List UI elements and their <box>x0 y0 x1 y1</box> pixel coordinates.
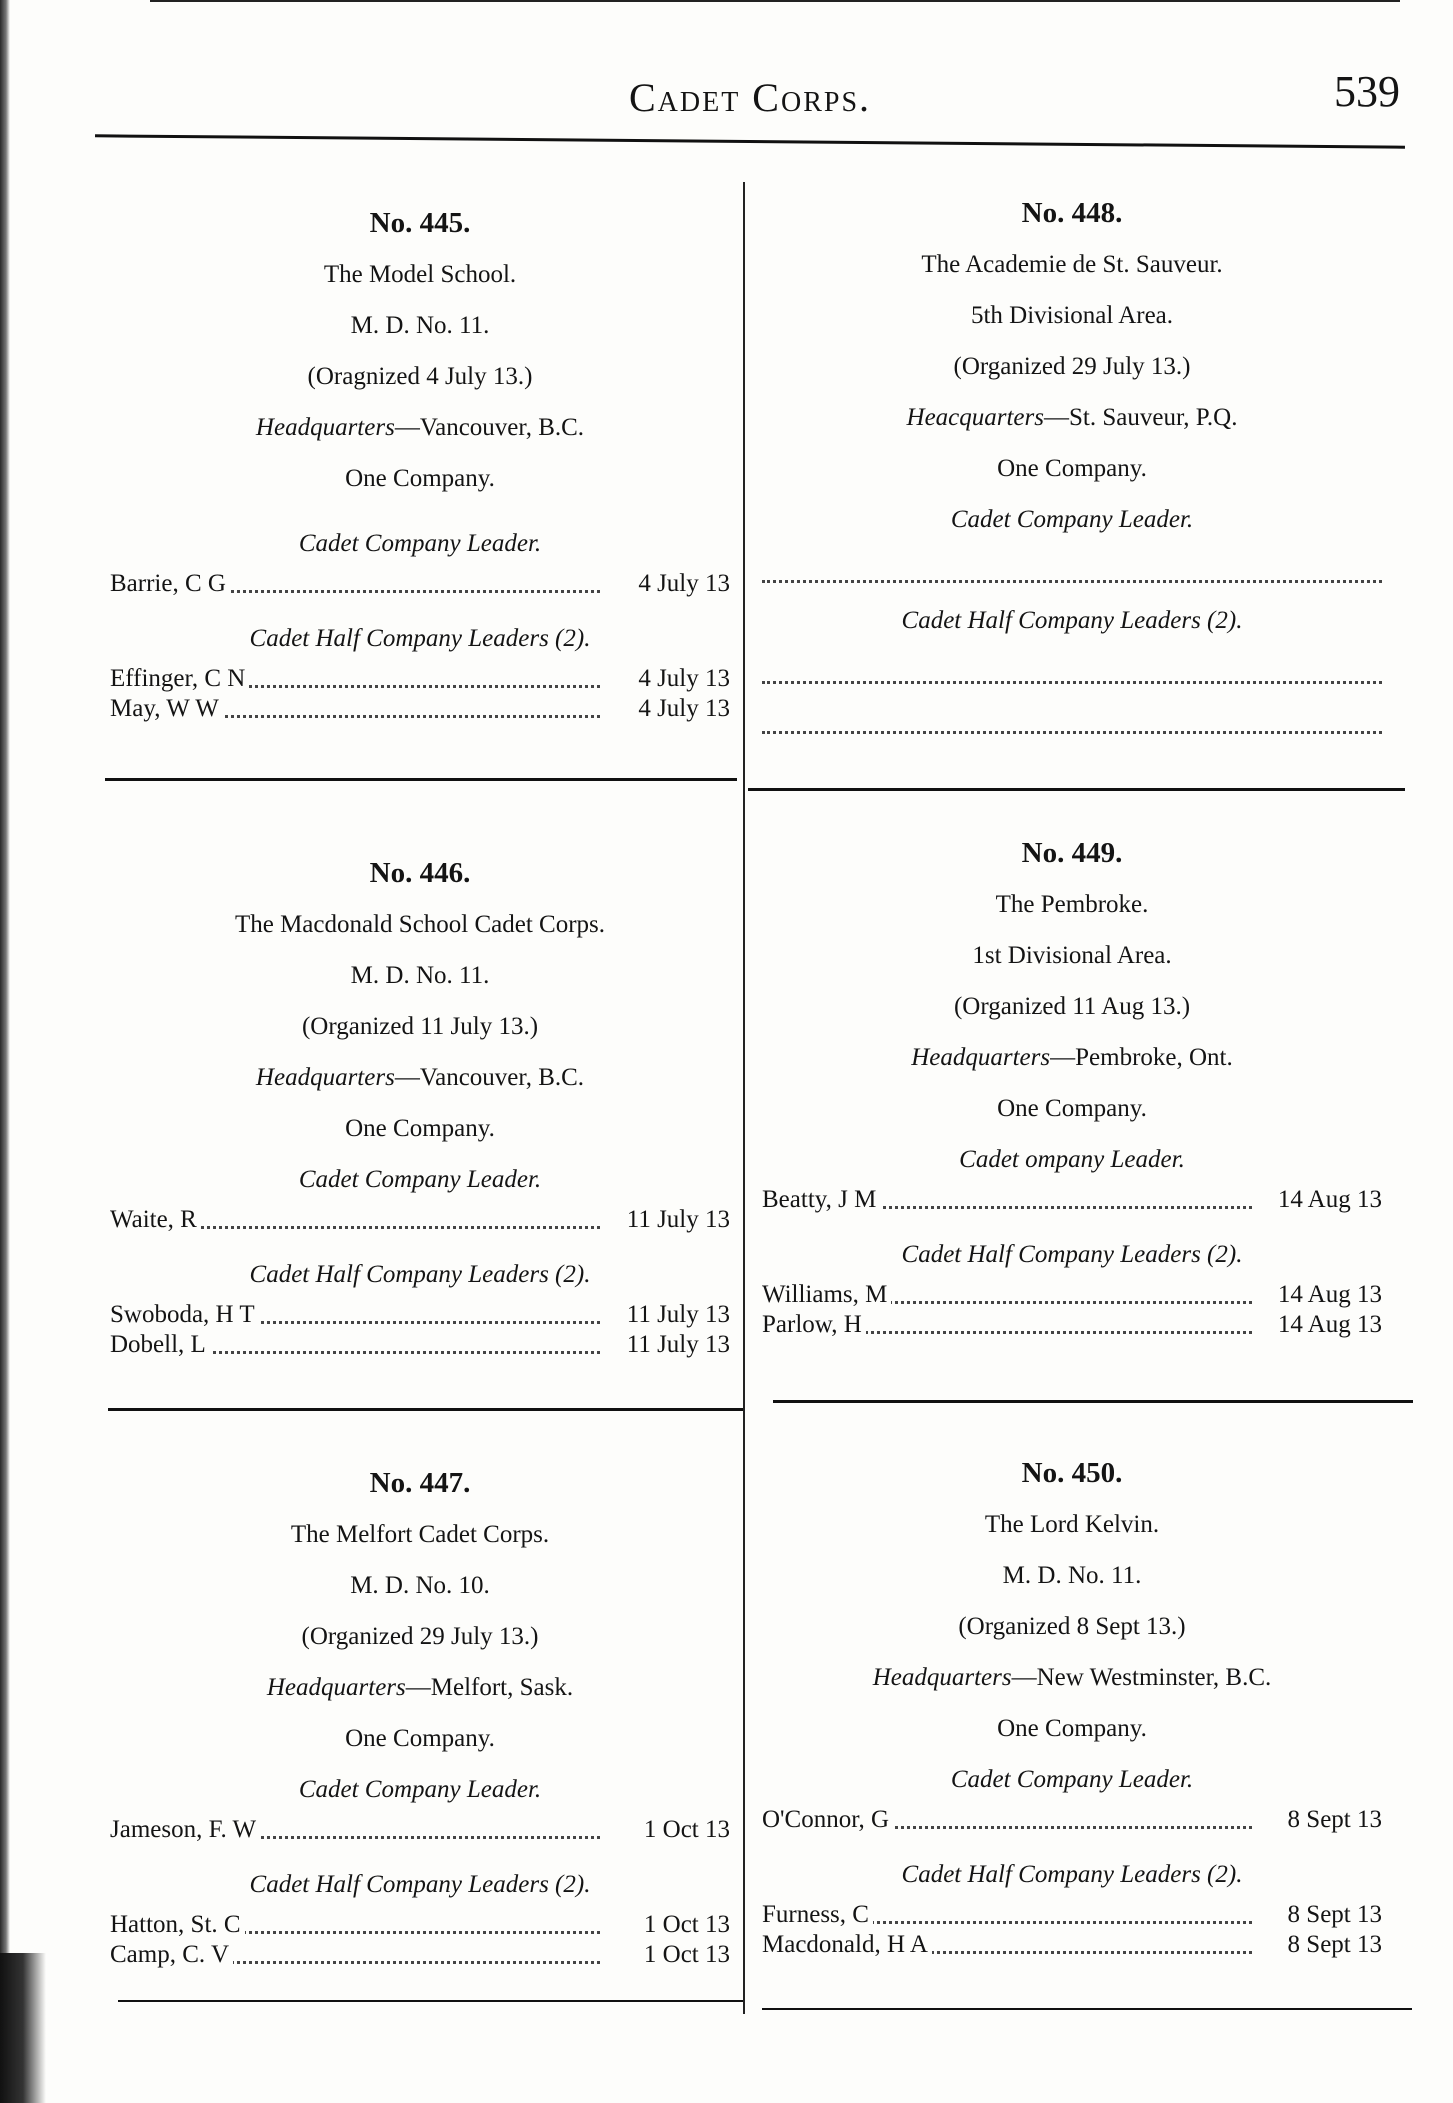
officer-date: 4 July 13 <box>602 664 730 694</box>
corps-name: The Pembroke. <box>995 891 1149 918</box>
blank-officer-line <box>762 545 1382 595</box>
page-number: 539 <box>1334 67 1400 116</box>
officer-name: May, W W <box>110 695 223 722</box>
officer-entry <box>762 1185 1382 1215</box>
officer-date: 1 Oct 13 <box>602 1815 730 1845</box>
corps-name: The Model School. <box>323 261 517 288</box>
officer-date: 8 Sept 13 <box>1254 1930 1382 1960</box>
corps-entry-447 <box>110 1458 730 1970</box>
headquarters-label: Headquarters <box>255 414 395 441</box>
officer-date: 1 Oct 13 <box>602 1940 730 1970</box>
headquarters <box>110 1662 730 1713</box>
corps-entry-446 <box>110 848 730 1360</box>
officer-name: Dobell, L <box>110 1331 210 1358</box>
leader-heading: Cadet Company Leader. <box>950 1766 1194 1793</box>
officer-entry <box>110 1940 730 1970</box>
officer-name: Jameson, F. W <box>110 1816 260 1843</box>
military-district: M. D. No. 11. <box>1002 1562 1142 1589</box>
headquarters-label: Headquarters <box>911 1044 1051 1071</box>
headquarters-place: —Melfort, Sask. <box>405 1674 574 1701</box>
officer-name: Parlow, H <box>762 1311 866 1338</box>
corps-entry-449 <box>762 828 1382 1340</box>
organized-date: (Oragnized 4 July 13.) <box>307 363 533 390</box>
officer-name: Effinger, C N <box>110 665 249 692</box>
strength: One Company. <box>345 1725 495 1752</box>
officer-entry <box>762 1280 1382 1310</box>
officer-entry <box>762 1805 1382 1835</box>
officer-entry <box>110 569 730 599</box>
officer-name: Swoboda, H T <box>110 1301 259 1328</box>
officer-name: Beatty, J M <box>762 1186 880 1213</box>
headquarters-place: —St. Sauveur, P.Q. <box>1044 404 1238 431</box>
organized-date: (Organized 11 Aug 13.) <box>953 993 1191 1020</box>
headquarters-label: Headquarters <box>872 1664 1012 1691</box>
corps-entry-445 <box>110 198 730 724</box>
column-divider <box>743 182 745 2014</box>
corps-number: No. 447. <box>369 1467 471 1499</box>
military-district: M. D. No. 11. <box>350 312 490 339</box>
officer-entry <box>762 1930 1382 1960</box>
strength: One Company. <box>345 465 495 492</box>
strength: One Company. <box>997 1715 1147 1742</box>
headquarters <box>762 1652 1382 1703</box>
page-header <box>100 66 1400 126</box>
military-district: M. D. No. 10. <box>350 1572 490 1599</box>
half-leaders-heading: Cadet Half Company Leaders (2). <box>901 607 1243 634</box>
strength: One Company. <box>997 455 1147 482</box>
officer-name: O'Connor, G <box>762 1806 893 1833</box>
headquarters-place: —Vancouver, B.C. <box>394 414 585 441</box>
organized-date: (Organized 29 July 13.) <box>301 1623 539 1650</box>
organized-date: (Organized 11 July 13.) <box>301 1013 539 1040</box>
officer-entry <box>110 1300 730 1330</box>
section-rule <box>748 788 1405 791</box>
half-leaders-heading: Cadet Half Company Leaders (2). <box>249 625 591 652</box>
blank-officer-line <box>762 696 1382 746</box>
corps-entry-448 <box>762 188 1382 746</box>
officer-date: 14 Aug 13 <box>1254 1310 1382 1340</box>
officer-name: Barrie, C G <box>110 570 230 597</box>
headquarters-label: Headquarters <box>266 1674 406 1701</box>
divisional-area: 5th Divisional Area. <box>970 302 1174 329</box>
corps-number: No. 446. <box>369 857 471 889</box>
half-leaders-heading: Cadet Half Company Leaders (2). <box>249 1261 591 1288</box>
divisional-area: 1st Divisional Area. <box>972 942 1172 969</box>
headquarters-place: —Vancouver, B.C. <box>394 1064 585 1091</box>
officer-name: Camp, C. V <box>110 1941 233 1968</box>
corps-number: No. 449. <box>1021 837 1123 869</box>
officer-date: 4 July 13 <box>602 694 730 724</box>
officer-name: Waite, R <box>110 1206 201 1233</box>
page-binding-edge <box>0 0 10 2103</box>
strength: One Company. <box>345 1115 495 1142</box>
officer-date: 1 Oct 13 <box>602 1910 730 1940</box>
leader-heading: Cadet Company Leader. <box>298 530 542 557</box>
page-binding-shadow <box>0 1953 46 2103</box>
leader-heading: Cadet Company Leader. <box>298 1776 542 1803</box>
officer-entry <box>110 694 730 724</box>
corps-number: No. 448. <box>1021 197 1123 229</box>
bottom-rule-right <box>762 2008 1412 2010</box>
officer-entry <box>110 1205 730 1235</box>
officer-date: 14 Aug 13 <box>1254 1280 1382 1310</box>
officer-date: 11 July 13 <box>602 1300 730 1330</box>
headquarters <box>110 402 730 453</box>
corps-entry-450 <box>762 1448 1382 1960</box>
headquarters-label: Headquarters <box>255 1064 395 1091</box>
headquarters-place: —New Westminster, B.C. <box>1011 1664 1272 1691</box>
corps-name: The Academie de St. Sauveur. <box>921 251 1223 278</box>
half-leaders-heading: Cadet Half Company Leaders (2). <box>249 1871 591 1898</box>
officer-date: 4 July 13 <box>602 569 730 599</box>
officer-entry <box>762 1310 1382 1340</box>
half-leaders-heading: Cadet Half Company Leaders (2). <box>901 1241 1243 1268</box>
officer-entry <box>762 1900 1382 1930</box>
officer-entry <box>110 1910 730 1940</box>
leader-heading: Cadet Company Leader. <box>298 1166 542 1193</box>
officer-name: Williams, M <box>762 1281 891 1308</box>
section-rule <box>105 778 737 781</box>
headquarters <box>110 1052 730 1103</box>
header-rule <box>95 134 1405 148</box>
corps-name: The Macdonald School Cadet Corps. <box>234 911 606 938</box>
corps-number: No. 450. <box>1021 1457 1123 1489</box>
military-district: M. D. No. 11. <box>350 962 490 989</box>
headquarters <box>762 1032 1382 1083</box>
page-top-edge <box>150 0 1400 2</box>
leader-heading: Cadet ompany Leader. <box>959 1146 1185 1173</box>
officer-date: 14 Aug 13 <box>1254 1185 1382 1215</box>
headquarters-place: —Pembroke, Ont. <box>1050 1044 1233 1071</box>
section-rule <box>773 1400 1413 1403</box>
organized-date: (Organized 29 July 13.) <box>953 353 1191 380</box>
officer-date: 11 July 13 <box>602 1330 730 1360</box>
headquarters <box>762 392 1382 443</box>
organized-date: (Organized 8 Sept 13.) <box>958 1613 1186 1640</box>
officer-entry <box>110 1330 730 1360</box>
officer-name: Macdonald, H A <box>762 1931 932 1958</box>
officer-name: Hatton, St. C <box>110 1911 245 1938</box>
half-leaders-heading: Cadet Half Company Leaders (2). <box>901 1861 1243 1888</box>
section-rule <box>108 1408 743 1411</box>
officer-date: 11 July 13 <box>602 1205 730 1235</box>
blank-officer-line <box>762 646 1382 696</box>
corps-name: The Lord Kelvin. <box>984 1511 1160 1538</box>
officer-entry <box>110 664 730 694</box>
bottom-rule-left <box>118 2000 743 2002</box>
corps-number: No. 445. <box>369 207 471 239</box>
running-title: Cadet Corps. <box>628 75 872 120</box>
officer-name: Furness, C <box>762 1901 873 1928</box>
officer-date: 8 Sept 13 <box>1254 1900 1382 1930</box>
officer-entry <box>110 1815 730 1845</box>
officer-date: 8 Sept 13 <box>1254 1805 1382 1835</box>
corps-name: The Melfort Cadet Corps. <box>290 1521 550 1548</box>
strength: One Company. <box>997 1095 1147 1122</box>
leader-heading: Cadet Company Leader. <box>950 506 1194 533</box>
headquarters-label: Heacquarters <box>906 404 1044 431</box>
